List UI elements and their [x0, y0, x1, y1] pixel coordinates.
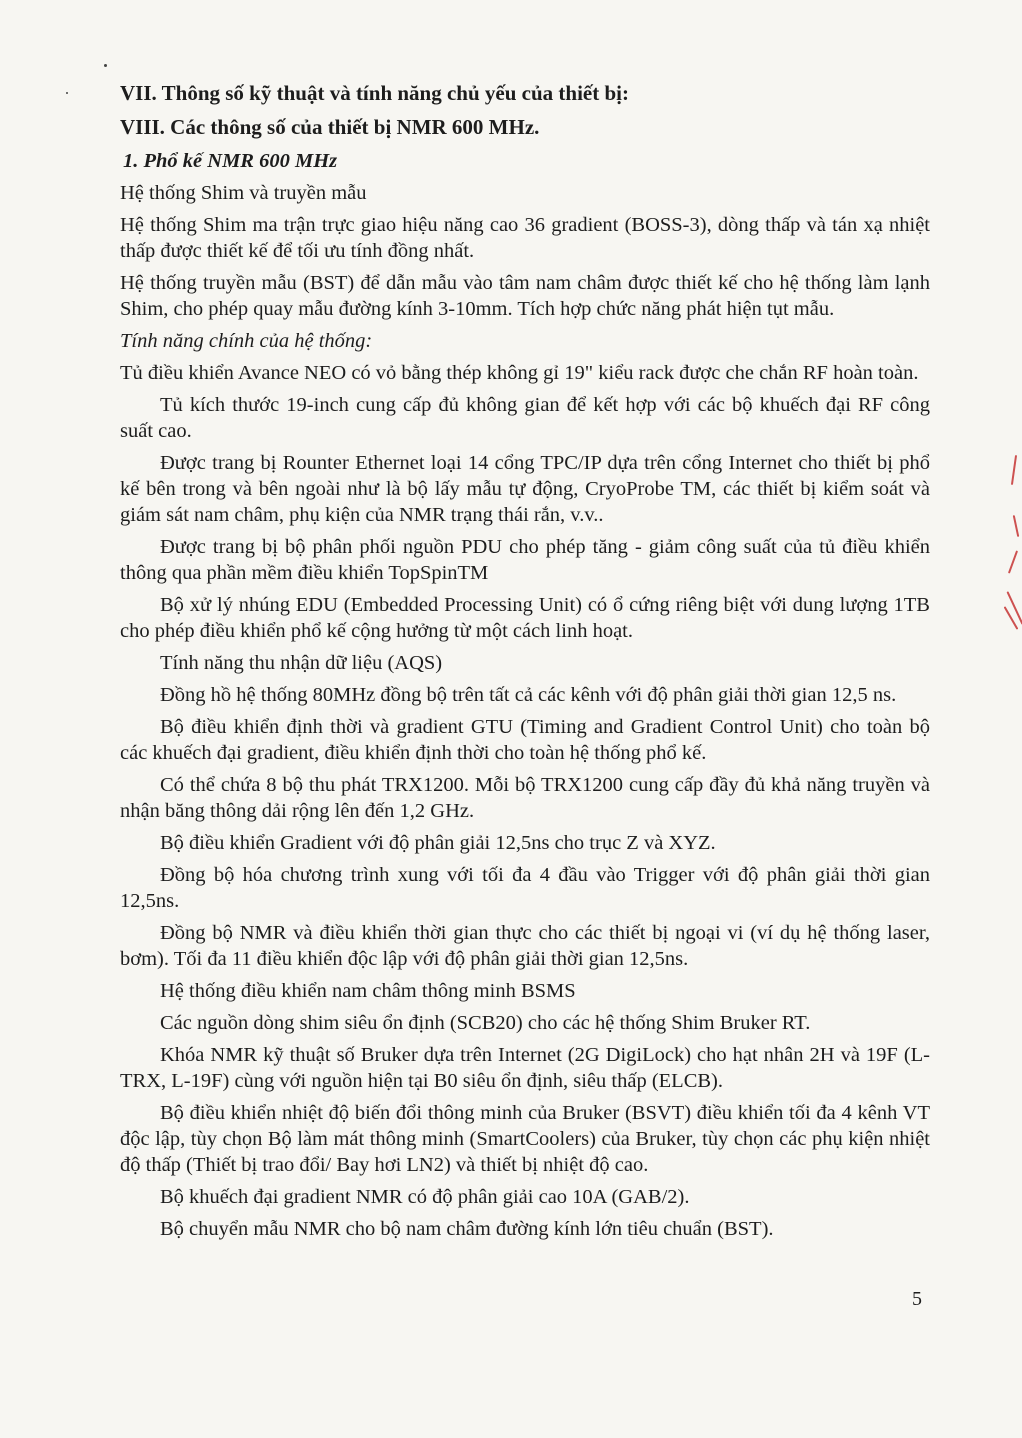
paragraph-ethernet-router: Được trang bị Rounter Ethernet loại 14 cổng TPC/IP dựa trên cổng Internet cho thiết bị phổ kế bên trong và bên ngoài như là bộ lấy mẫu tự động, CryoProbe TM, các thiết bị kiểm soát và giám sát nam châm, phụ kiện của NMR trạng thái rắn, v.v.. [120, 452, 930, 526]
paragraph-peripheral-sync: Đồng bộ NMR và điều khiển thời gian thực cho các thiết bị ngoại vi (ví dụ hệ thống laser, bơm). Tối đa 11 điều khiển độc lập với độ phân giải thời gian 12,5ns. [120, 922, 930, 970]
scan-speck [104, 64, 107, 67]
paragraph-gradient-controller: Bộ điều khiển Gradient với độ phân giải 12,5ns cho trục Z và XYZ. [160, 832, 716, 854]
paragraph-avance-neo-cabinet: Tủ điều khiển Avance NEO có vỏ bằng thép không gỉ 19" kiểu rack được che chắn RF hoàn toàn. [120, 362, 919, 384]
scan-speck [66, 92, 68, 94]
paragraph-sample-transport: Hệ thống truyền mẫu (BST) để dẫn mẫu vào tâm nam châm được thiết kế cho hệ thống làm lạnh Shim, cho phép quay mẫu đường kính 3-10mm. Tích hợp chức năng phát hiện tụt mẫu. [120, 272, 930, 320]
document-body [120, 80, 930, 1248]
paragraph-pdu: Được trang bị bộ phân phối nguồn PDU cho phép tăng - giảm công suất của tủ điều khiển thông qua phần mềm điều khiển TopSpinTM [120, 536, 930, 584]
heading-section-8: VIII. Các thông số của thiết bị NMR 600 MHz. [120, 115, 540, 139]
paragraph-digilock: Khóa NMR kỹ thuật số Bruker dựa trên Internet (2G DigiLock) cho hạt nhân 2H và 19F (L-TRX, L-19F) cùng với nguồn hiện tại B0 siêu ổn định, siêu thấp (ELCB). [120, 1044, 930, 1092]
paragraph-system-clock: Đồng hồ hệ thống 80MHz đồng bộ trên tất cả các kênh với độ phân giải thời gian 12,5 ns. [160, 684, 897, 706]
heading-section-7: VII. Thông số kỹ thuật và tính năng chủ yếu của thiết bị: [120, 81, 629, 105]
paragraph-bsms-title: Hệ thống điều khiển nam châm thông minh BSMS [160, 980, 576, 1002]
paragraph-shim-title: Hệ thống Shim và truyền mẫu [120, 182, 367, 204]
paragraph-bsvt: Bộ điều khiển nhiệt độ biến đổi thông minh của Bruker (BSVT) điều khiển tối đa 4 kênh VT độc lập, tùy chọn Bộ làm mát thông minh (SmartCoolers) của Bruker, tùy chọn các phụ kiện nhiệt độ thấp (Thiết bị trao đổi/ Bay hơi LN2) và thiết bị nhiệt độ cao. [120, 1102, 930, 1176]
paragraph-edu: Bộ xử lý nhúng EDU (Embedded Processing Unit) có ổ cứng riêng biệt với dung lượng 1TB cho phép điều khiển phổ kế cộng hưởng từ một cách linh hoạt. [120, 594, 930, 642]
stamp-stroke [1008, 550, 1018, 573]
paragraph-cabinet-size: Tủ kích thước 19-inch cung cấp đủ không gian để kết hợp với các bộ khuếch đại RF công suất cao. [120, 394, 930, 442]
paragraph-pulse-sync: Đồng bộ hóa chương trình xung với tối đa 4 đầu vào Trigger với độ phân giải thời gian 12,5ns. [120, 864, 930, 912]
stamp-stroke [1013, 515, 1020, 537]
paragraph-main-features-title: Tính năng chính của hệ thống: [120, 330, 373, 352]
stamp-stroke [1011, 455, 1017, 485]
paragraph-gab2: Bộ khuếch đại gradient NMR có độ phân giải cao 10A (GAB/2). [160, 1186, 690, 1208]
paragraph-shim-matrix: Hệ thống Shim ma trận trực giao hiệu năng cao 36 gradient (BOSS-3), dòng thấp và tán xạ nhiệt thấp được thiết kế để tối ưu tính đồng nhất. [120, 214, 930, 262]
page-number: 5 [912, 1288, 922, 1310]
stamp-stroke [1006, 591, 1022, 624]
paragraph-scb20: Các nguồn dòng shim siêu ổn định (SCB20) cho các hệ thống Shim Bruker RT. [160, 1012, 811, 1034]
paragraph-aqs-title: Tính năng thu nhận dữ liệu (AQS) [160, 652, 443, 674]
paragraph-bst: Bộ chuyển mẫu NMR cho bộ nam châm đường kính lớn tiêu chuẩn (BST). [160, 1218, 774, 1240]
subheading-nmr-spectrometer: 1. Phổ kế NMR 600 MHz [123, 150, 338, 172]
paragraph-gtu: Bộ điều khiển định thời và gradient GTU (Timing and Gradient Control Unit) cho toàn bộ các khuếch đại gradient, điều khiển định thời cho toàn hệ thống phổ kế. [120, 716, 930, 764]
paragraph-trx1200: Có thể chứa 8 bộ thu phát TRX1200. Mỗi bộ TRX1200 cung cấp đầy đủ khả năng truyền và nhận băng thông dải rộng lên đến 1,2 GHz. [120, 774, 930, 822]
